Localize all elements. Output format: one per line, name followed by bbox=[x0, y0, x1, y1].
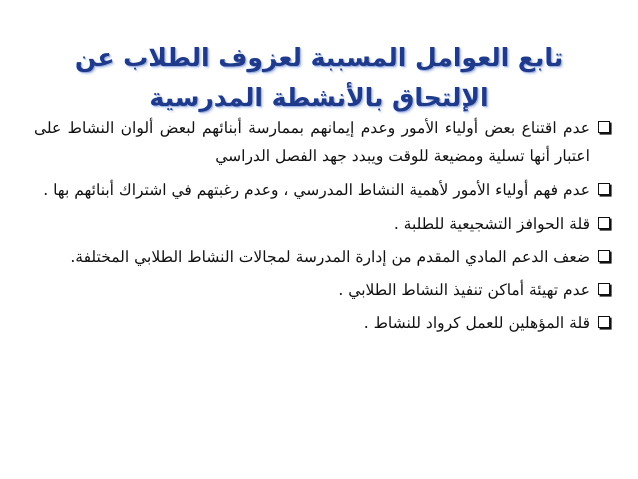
list-item-text: قلة الحوافز التشجيعية للطلبة . bbox=[393, 215, 590, 233]
checkbox-square-icon bbox=[598, 316, 610, 328]
list-item-text: عدم تهيئة أماكن تنفيذ النشاط الطلابي . bbox=[338, 281, 590, 299]
list-item-text: عدم اقتناع بعض أولياء الأمور وعدم إيمانهم بممارسة أبنائهم لبعض ألوان النشاط على اعتبار أنها تسلية ومضيعة للوقت ويبدد جهد الفصل الدراسي bbox=[34, 119, 590, 165]
list-item bbox=[34, 114, 610, 170]
list-item bbox=[34, 210, 610, 238]
checkbox-square-icon bbox=[598, 250, 610, 262]
checkbox-square-icon bbox=[598, 283, 610, 295]
checkbox-square-icon bbox=[598, 217, 610, 229]
list-item bbox=[34, 309, 610, 337]
checkbox-square-icon bbox=[598, 121, 610, 133]
checkbox-square-icon bbox=[598, 183, 610, 195]
list-item-text: عدم فهم أولياء الأمور لأهمية النشاط المدرسي ، وعدم رغبتهم في اشتراك أبنائهم بها . bbox=[43, 181, 590, 199]
list-item bbox=[34, 176, 610, 204]
slide-title: تابع العوامل المسببة لعزوف الطلاب عن الإلتحاق بالأنشطة المدرسية bbox=[74, 43, 564, 112]
list-item-text: قلة المؤهلين للعمل كرواد للنشاط . bbox=[363, 314, 590, 332]
list-item bbox=[34, 276, 610, 304]
bullet-list bbox=[34, 114, 610, 342]
list-item bbox=[34, 243, 610, 271]
list-item-text: ضعف الدعم المادي المقدم من إدارة المدرسة لمجالات النشاط الطلابي المختلفة. bbox=[70, 248, 590, 266]
